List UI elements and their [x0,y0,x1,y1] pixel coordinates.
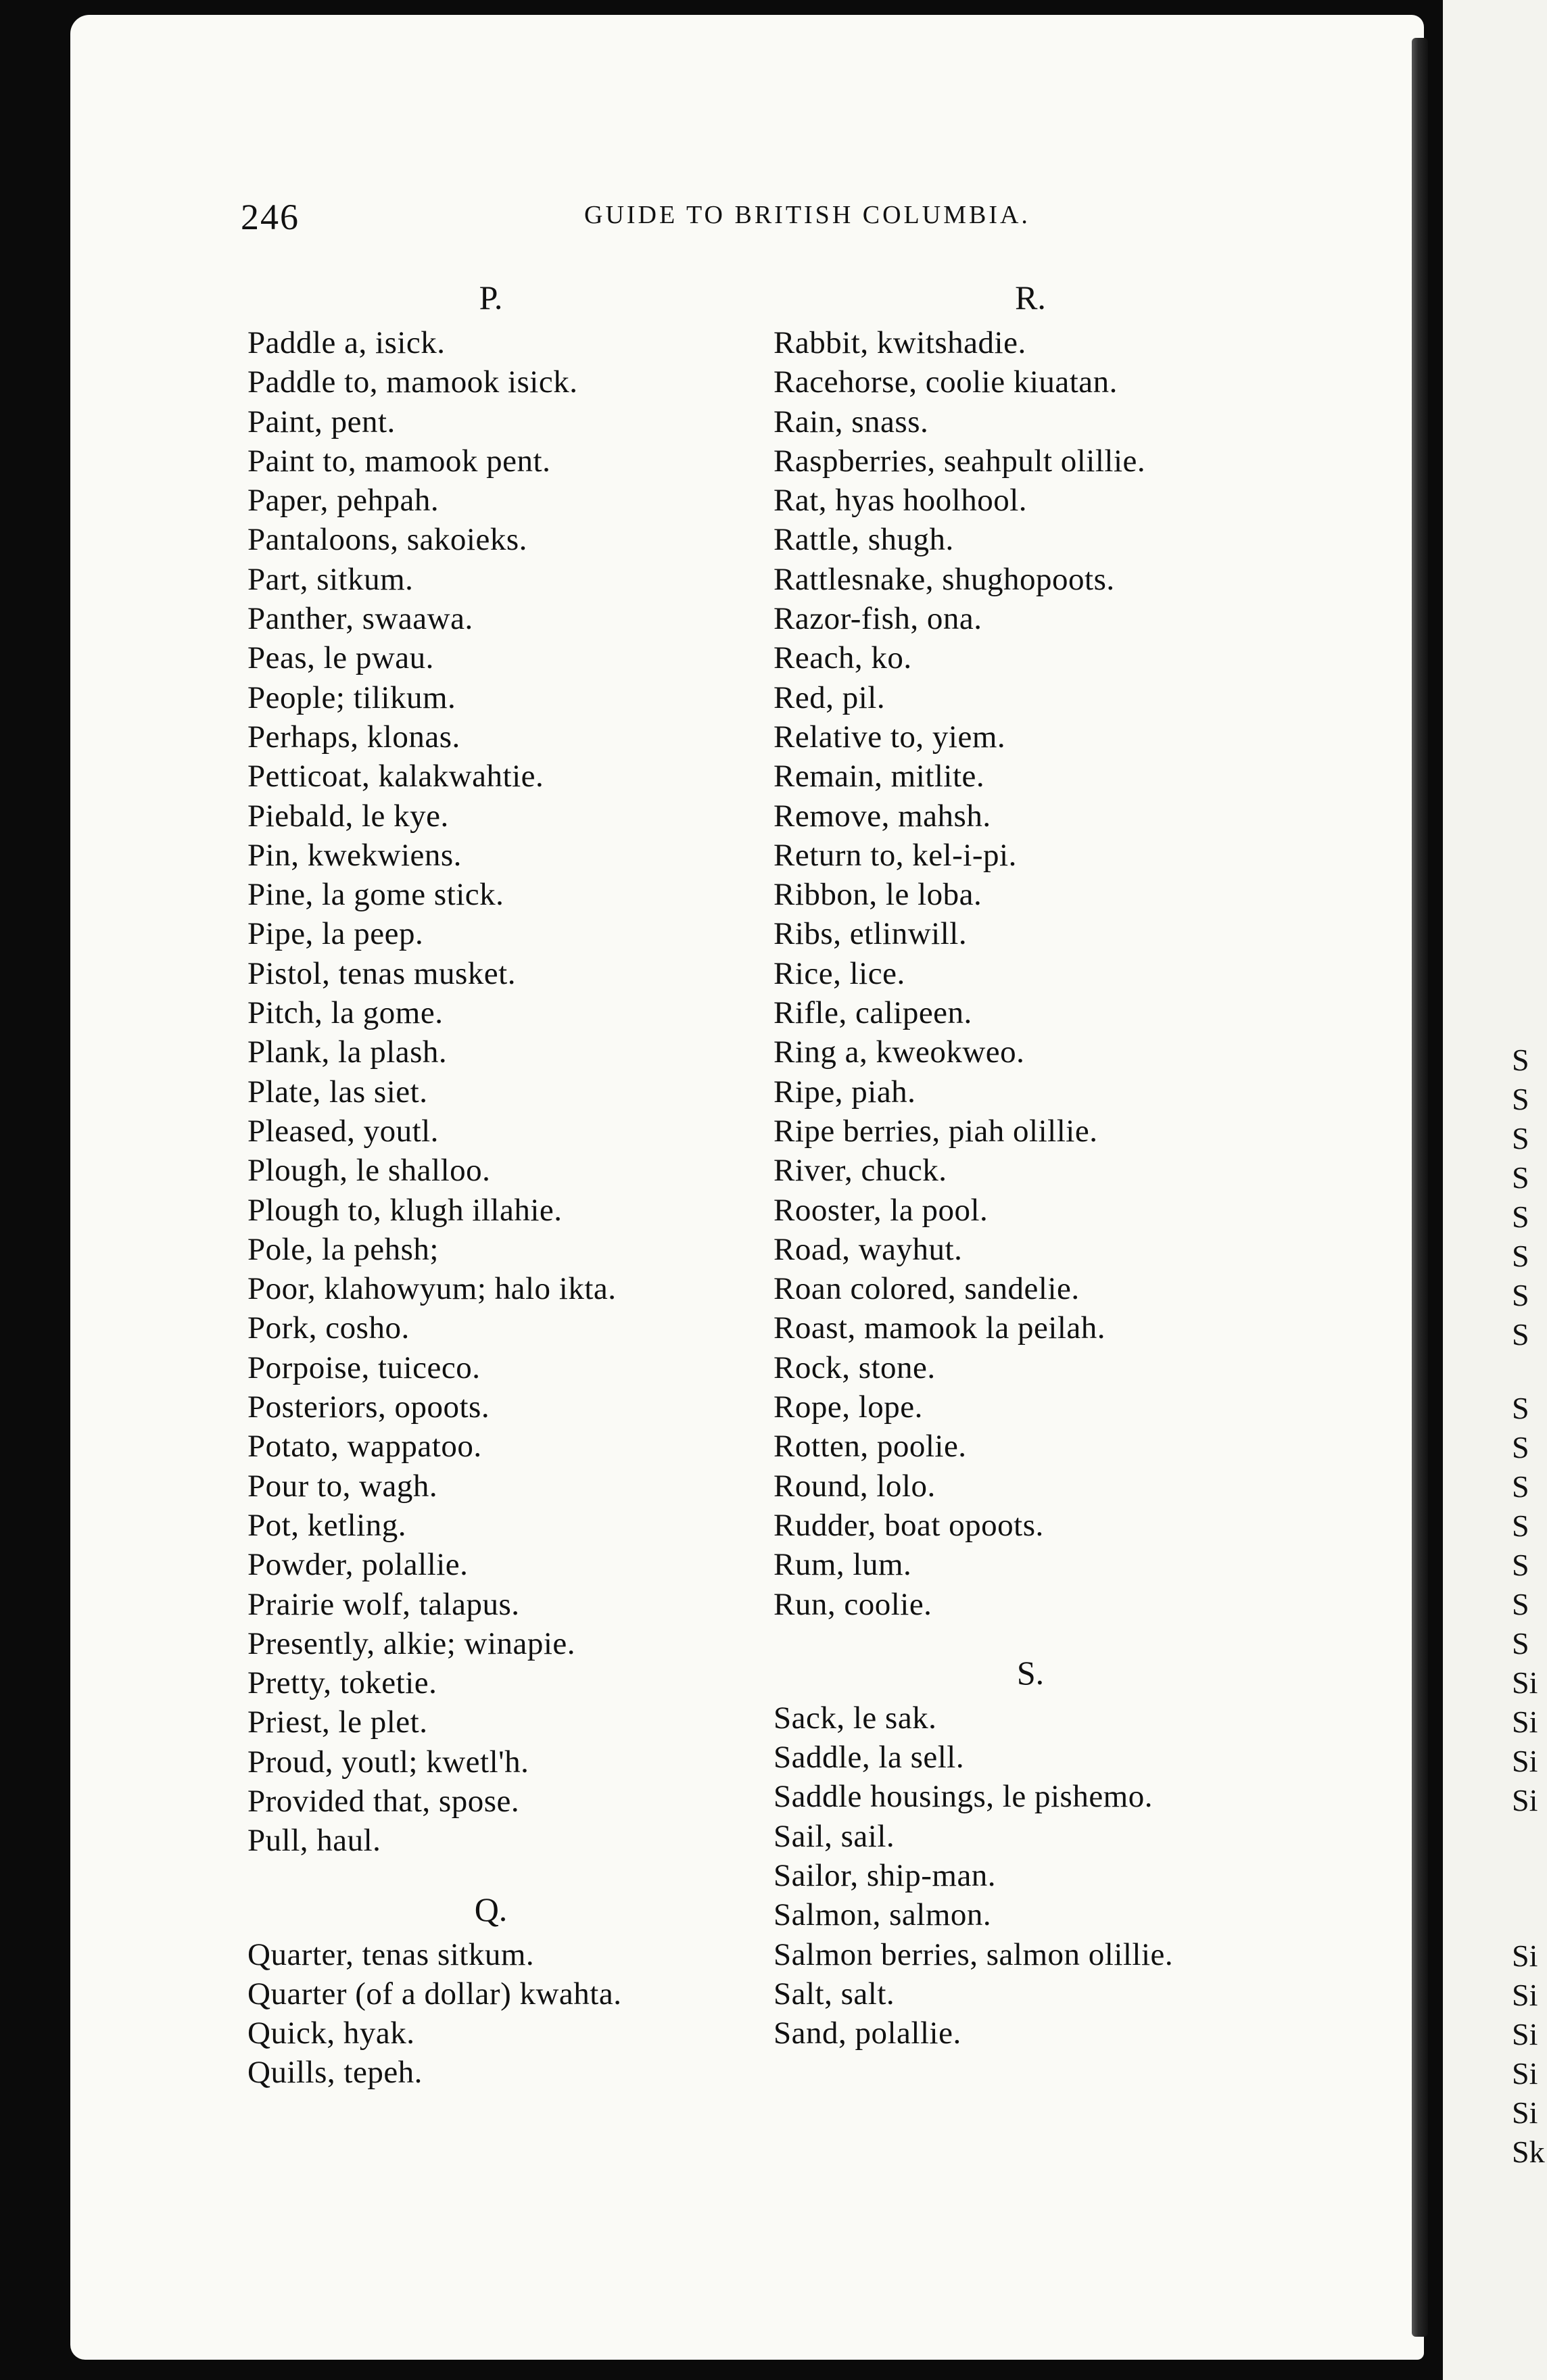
dictionary-entry: Piebald, le kye. [247,798,449,834]
dictionary-entry: River, chuck. [774,1153,947,1189]
dictionary-entry: Paint to, mamook pent. [247,443,551,479]
facing-page-letter: S [1512,1548,1529,1582]
facing-page-letter: S [1512,1160,1529,1195]
dictionary-entry: Sail, sail. [774,1818,895,1854]
dictionary-entry: Prairie wolf, talapus. [247,1586,520,1622]
dictionary-entry: Return to, kel-i-pi. [774,837,1017,873]
dictionary-entry: Run, coolie. [774,1586,932,1622]
book-gutter [1412,38,1428,2337]
dictionary-entry: Rice, lice. [774,955,905,991]
dictionary-entry: Plate, las siet. [247,1074,428,1110]
dictionary-entry: Paddle to, mamook isick. [247,364,578,400]
facing-page-letter: Si [1512,2017,1538,2051]
facing-page-letter: Si [1512,1705,1538,1739]
dictionary-entry: Quarter (of a dollar) kwahta. [247,1976,622,2012]
facing-page-letter: Si [1512,2056,1538,2091]
dictionary-entry: Pretty, toketie. [247,1665,437,1701]
dictionary-entry: Rain, snass. [774,404,929,439]
dictionary-entry: Racehorse, coolie kiuatan. [774,364,1118,400]
section-heading: P. [479,279,503,316]
section-heading: R. [1015,279,1046,316]
dictionary-entry: Plough to, klugh illahie. [247,1192,563,1228]
dictionary-entry: Rock, stone. [774,1350,936,1385]
dictionary-entry: Sand, polallie. [774,2016,961,2051]
running-head [70,196,1424,237]
dictionary-entry: Sack, le sak. [774,1700,937,1736]
dictionary-entry: Porpoise, tuiceco. [247,1350,481,1385]
dictionary-entry: Pull, haul. [247,1823,381,1859]
dictionary-entry: Red, pil. [774,680,886,715]
dictionary-entry: Relative to, yiem. [774,719,1006,755]
dictionary-entry: Rooster, la pool. [774,1192,989,1228]
facing-page-letter: S [1512,1278,1529,1312]
dictionary-entry: Rudder, boat opoots. [774,1507,1044,1543]
section-heading: S. [1016,1653,1045,1692]
dictionary-entry: Remove, mahsh. [774,798,991,834]
dictionary-entry: Powder, polallie. [247,1547,469,1583]
dictionary-entry: Remain, mitlite. [774,759,985,794]
dictionary-entry: Proud, youtl; kwetl'h. [247,1744,529,1780]
dictionary-entry: Ripe, piah. [774,1074,916,1110]
dictionary-entry: Rat, hyas hoolhool. [774,483,1028,519]
dictionary-entry: Razor-fish, ona. [774,601,982,637]
facing-page-letter: S [1512,1317,1529,1352]
book-page [70,15,1424,2360]
dictionary-entry: Rum, lum. [774,1547,912,1583]
dictionary-entry: Paddle a, isick. [247,325,446,360]
dictionary-entry: Pork, cosho. [247,1310,410,1346]
running-title: GUIDE TO BRITISH COLUMBIA. [584,201,1030,229]
dictionary-entry: Reach, ko. [774,640,912,676]
dictionary-entry: Sailor, ship-man. [774,1857,997,1893]
dictionary-entry: Rabbit, kwitshadie. [774,325,1026,360]
dictionary-entry: Pleased, youtl. [247,1113,439,1149]
dictionary-entry: Pipe, la peep. [247,916,424,952]
right-column [774,272,1368,2053]
dictionary-entry: Pine, la gome stick. [247,877,504,913]
dictionary-entry: Presently, alkie; winapie. [247,1625,576,1661]
dictionary-entry: Pin, kwekwiens. [247,837,462,873]
section-heading: Q. [474,1890,508,1928]
facing-page-letter: S [1512,1043,1529,1077]
dictionary-entry: Ripe berries, piah olillie. [774,1113,1098,1149]
facing-page-letter: Si [1512,1978,1538,2012]
facing-page-letter: S [1512,1469,1529,1504]
dictionary-entry: Rifle, calipeen. [774,995,972,1031]
dictionary-entry: Rope, lope. [774,1389,923,1425]
dictionary-entry: Salt, salt. [774,1976,895,2012]
dictionary-entry: Rotten, poolie. [774,1429,967,1465]
dictionary-entry: Saddle housings, le pishemo. [774,1779,1153,1815]
dictionary-entry: Round, lolo. [774,1468,936,1504]
dictionary-entry: Salmon, salmon. [774,1897,992,1933]
dictionary-entry: Provided that, spose. [247,1783,520,1819]
facing-page-letter: S [1512,1239,1529,1273]
dictionary-entry: Poor, klahowyum; halo ikta. [247,1271,617,1307]
dictionary-entry: Quick, hyak. [247,2016,415,2051]
dictionary-entry: Roast, mamook la peilah. [774,1310,1106,1346]
facing-page-letter: S [1512,1391,1529,1425]
dictionary-entry: Quills, tepeh. [247,2055,423,2091]
dictionary-entry: People; tilikum. [247,680,456,715]
facing-page-letter: Si [1512,2095,1538,2130]
dictionary-entry: Raspberries, seahpult olillie. [774,443,1146,479]
facing-page-letter: S [1512,1587,1529,1621]
dictionary-entry: Pot, ketling. [247,1507,406,1543]
dictionary-entry: Plank, la plash. [247,1034,448,1070]
dictionary-entry: Peas, le pwau. [247,640,434,676]
dictionary-entry: Roan colored, sandelie. [774,1271,1080,1307]
left-column [247,272,842,2093]
dictionary-entry: Paint, pent. [247,404,396,439]
dictionary-entry: Part, sitkum. [247,561,414,597]
dictionary-entry: Perhaps, klonas. [247,719,460,755]
dictionary-entry: Road, wayhut. [774,1231,963,1267]
facing-page-letter: S [1512,1508,1529,1543]
dictionary-entry: Ring a, kweokweo. [774,1034,1025,1070]
dictionary-entry: Plough, le shalloo. [247,1153,491,1189]
dictionary-entry: Pour to, wagh. [247,1468,438,1504]
facing-page-letter: Si [1512,1665,1538,1700]
dictionary-entry: Salmon berries, salmon olillie. [774,1936,1174,1972]
dictionary-entry: Priest, le plet. [247,1705,428,1740]
dictionary-entry: Panther, swaawa. [247,601,473,637]
dictionary-entry: Pistol, tenas musket. [247,955,516,991]
dictionary-entry: Pantaloons, sakoieks. [247,522,527,558]
section-gap [247,1861,842,1884]
facing-page-letter: Sk [1512,2135,1545,2169]
dictionary-entry: Quarter, tenas sitkum. [247,1936,535,1972]
dictionary-entry: Ribbon, le loba. [774,877,982,913]
facing-page-letter: Si [1512,1744,1538,1778]
section-gap [774,1624,1368,1647]
dictionary-entry: Pole, la pehsh; [247,1231,439,1267]
dictionary-entry: Ribs, etlinwill. [774,916,968,952]
dictionary-entry: Potato, wappatoo. [247,1429,482,1465]
facing-page-letter: S [1512,1199,1529,1234]
dictionary-entry: Saddle, la sell. [774,1740,965,1776]
facing-page-letter: S [1512,1082,1529,1116]
facing-page-letter: S [1512,1430,1529,1465]
facing-page-letter: S [1512,1626,1529,1661]
facing-page-letter: S [1512,1121,1529,1156]
dictionary-entry: Posteriors, opoots. [247,1389,490,1425]
dictionary-entry: Rattlesnake, shughopoots. [774,561,1115,597]
dictionary-entry: Paper, pehpah. [247,483,439,519]
dictionary-entry: Petticoat, kalakwahtie. [247,759,544,794]
page-number: 246 [241,197,300,237]
facing-page-letter: Si [1512,1783,1538,1817]
facing-page-letter: Si [1512,1938,1538,1973]
dictionary-entry: Rattle, shugh. [774,522,954,558]
dictionary-entry: Pitch, la gome. [247,995,444,1031]
